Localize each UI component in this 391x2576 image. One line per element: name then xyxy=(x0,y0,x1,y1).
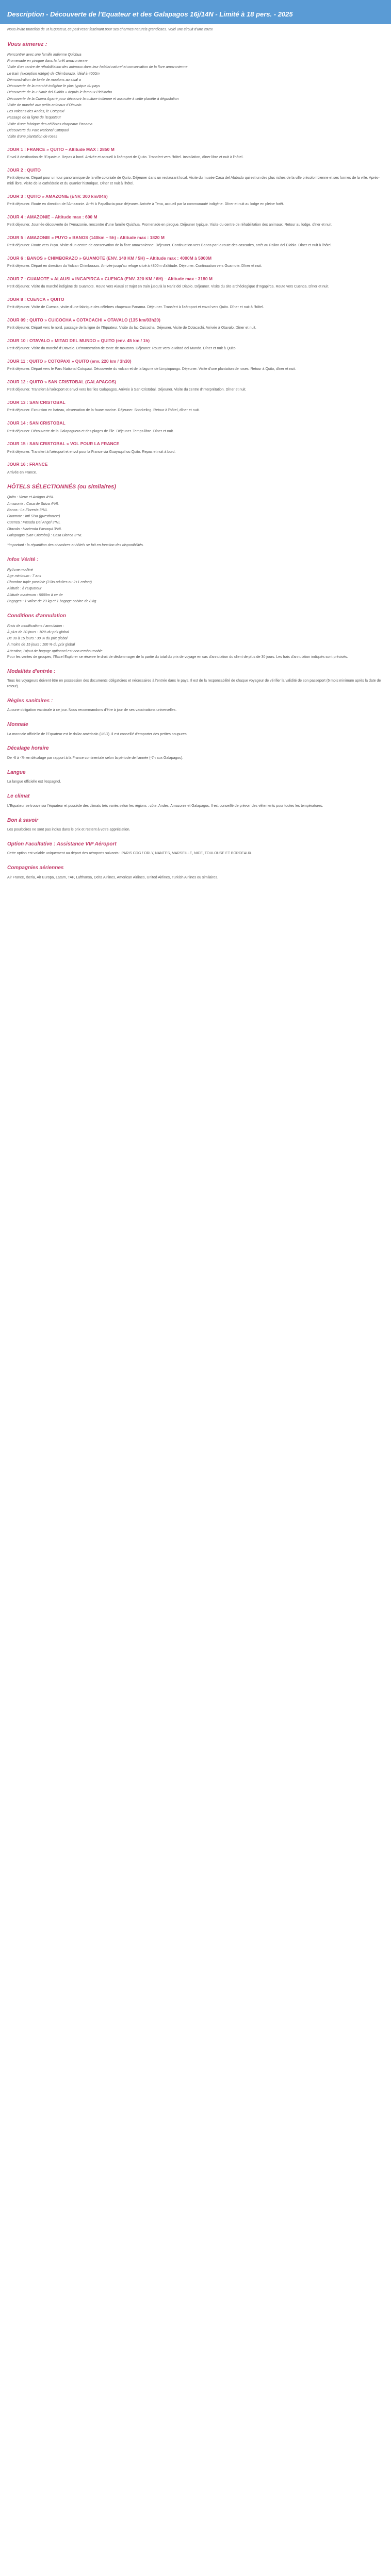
modalites-heading: Modalités d'entrée : xyxy=(7,668,56,674)
hotel-item: Otavalo : Hacienda Pinsaqui 3*NL xyxy=(7,527,62,531)
day-heading: JOUR 8 : CUENCA » QUITO xyxy=(7,297,64,302)
day-heading: JOUR 16 : FRANCE xyxy=(7,462,48,467)
day-block xyxy=(7,379,384,393)
day-heading: JOUR 10 : OTAVALO » MITAD DEL MUNDO » QUITO (env. 45 km / 1h) xyxy=(7,338,150,344)
list-item: Promenade en pirogue dans la forêt amazonienne xyxy=(7,59,88,63)
list-item: Altitude : à l'Equateur xyxy=(7,587,42,591)
day-block xyxy=(7,193,384,208)
list-item: Rythme modéré xyxy=(7,568,33,572)
list-item: Rencontrer avec une famille indienne Quichua xyxy=(7,53,82,57)
hotels-list xyxy=(7,495,384,539)
day-heading: JOUR 7 : GUAMOTE » ALAUSI » INGAPIRCA » CUENCA (ENV. 320 KM / 6H) – Altitude max : 3180 M xyxy=(7,276,213,282)
list-item: À moins de 15 jours : 100 % du prix global xyxy=(7,643,75,647)
day-block xyxy=(7,276,384,290)
day-heading: JOUR 15 : SAN CRISTOBAL » VOL POUR LA FRANCE xyxy=(7,441,120,447)
list-item: Démonstration de tonte de moutons au sisal a xyxy=(7,78,81,82)
day-text: Petit déjeuner. Route en direction de l'Amazonie. Arrêt à Papallacta pour déjeuner. Arrivée à Tena, accueil par la communauté indigène. Dîner et nuit au lodge en pleine forêt. xyxy=(7,202,284,207)
day-block xyxy=(7,440,384,455)
day-text: Petit déjeuner. Visite du marché indigène de Guamote. Route vers Alausi et trajet en train jusqu'à la Nariz del Diablo. Déjeuner. Visite du site archéologique d'Ingapirca. Route vers Cuenca. Dîner et nuit. xyxy=(7,285,330,289)
day-heading: JOUR 14 : SAN CRISTOBAL xyxy=(7,420,66,426)
conditions-list xyxy=(7,623,384,655)
list-item: Découverte du Parc National Cotopaxi xyxy=(7,128,69,132)
list-item: Altitude maximum : 5000m à ce 4e xyxy=(7,593,63,597)
day-heading: JOUR 13 : SAN CRISTOBAL xyxy=(7,400,66,405)
day-block xyxy=(7,358,384,372)
list-item: Frais de modifications / annulation : xyxy=(7,624,64,628)
list-item: Les volcans des Andes, le Cotopaxi xyxy=(7,110,64,114)
list-item: Visite d'une plantation de roses xyxy=(7,135,57,139)
document-body xyxy=(0,24,391,894)
compagnies-heading: Compagnies aériennes xyxy=(7,865,64,871)
bon-a-savoir-heading: Bon à savoir xyxy=(7,817,39,823)
day-block xyxy=(7,461,384,476)
day-heading: JOUR 09 : QUITO » CUICOCHA » COTACACHI » OTAVALO (135 km/03h20) xyxy=(7,317,160,323)
hotel-item: Amazonie : Casa de Suiza 4*NL xyxy=(7,502,59,506)
conditions-text: Pour les ventes de groupes, l'Excel Explorer se réserve le droit de dédommager de la partie du total du prix de voyage en cas d'annulation du client de plus de 30 jours. Les frais d'annulation indiqués sont précisés. xyxy=(7,655,348,659)
infos-list xyxy=(7,567,384,605)
hotel-item: Banos : La Floresta 3*NL xyxy=(7,508,48,512)
header-band xyxy=(0,0,391,24)
day-text: Petit déjeuner. Excursion en bateau, observation de la faune marine. Déjeuner. Snorkeling. Retour à l'hôtel, dîner et nuit. xyxy=(7,409,200,413)
list-item: Découverte de la marché indigène le plus typique du pays xyxy=(7,84,100,89)
day-heading: JOUR 1 : FRANCE » QUITO – Altitude MAX : 2850 M xyxy=(7,147,115,152)
langue-text: La langue officielle est l'espagnol. xyxy=(7,780,61,784)
day-block xyxy=(7,255,384,269)
monnaie-text: La monnaie officielle de l'Equateur est le dollar américain (USD). Il est conseillé d'emporter des petites coupures. xyxy=(7,732,188,736)
day-block xyxy=(7,399,384,414)
regles-text: Aucune obligation vaccinale à ce jour. Nous recommandons d'être à jour de ses vaccinations universelles. xyxy=(7,708,177,713)
list-item: Age minimum : 7 ans xyxy=(7,574,41,578)
list-item: Visite de marché aux petits animaux d'Otavalo xyxy=(7,103,82,107)
day-heading: JOUR 5 : AMAZONIE » PUYO » BANOS (140km – 5h) - Altitude max : 1820 M xyxy=(7,235,165,241)
day-text: Petit déjeuner. Visite de Cuenca, visite d'une fabrique des célèbres chapeaux Panama. Déjeuner. Transfert à l'aéroport et envol vers Quito. Dîner et nuit à l'hôtel. xyxy=(7,306,264,310)
day-text: Petit déjeuner. Départ vers le Parc National Cotopaxi. Découverte du volcan et de la lagune de Limpiopungo. Déjeuner. Visite d'une plantation de roses. Retour à Quito, dîner et nuit. xyxy=(7,367,296,371)
day-block xyxy=(7,420,384,434)
list-item: Découverte de la « Nariz del Diablo » depuis le fameux Pichincha xyxy=(7,91,112,95)
bon-a-savoir-text: Les pourboires ne sont pas inclus dans le prix et restent à votre appréciation. xyxy=(7,828,131,832)
day-text: Envol à destination de l'Equateur. Repas à bord. Arrivée et accueil à l'aéroport de Quito. Transfert vers l'hôtel. Installation, dîner libre et nuit à l'hôtel. xyxy=(7,156,243,160)
option-heading: Option Facultative : Assistance VIP Aéroport xyxy=(7,841,117,847)
day-block xyxy=(7,214,384,228)
day-block xyxy=(7,167,384,187)
day-heading: JOUR 11 : QUITO » COTOPAXI » QUITO (env. 220 km / 3h30) xyxy=(7,359,132,364)
decalage-text: De -6 à -7h en décalage par rapport à la France continentale selon la période de l'année (-7h aux Galapagos). xyxy=(7,756,184,760)
hotel-item: Galapagos (San Cristobal) : Casa Blanca 3*NL xyxy=(7,533,83,537)
hotels-heading: HÔTELS SÉLECTIONNÉS (ou similaires) xyxy=(7,484,116,490)
list-item: Découverte de la Cueva Agarré pour découvrir la culture indienne et associée à cette planète à dégustation xyxy=(7,97,179,101)
modalites-text: Tous les voyageurs doivent être en possession des documents obligatoires et nécessaires à l'entrée dans le pays. Il est de la responsabilité de chaque voyageur de vérifier la validité de son passeport (6 mois minimum après la date de retour). xyxy=(7,679,381,688)
day-heading: JOUR 2 : QUITO xyxy=(7,167,41,173)
hotel-item: Guamote : Inti Sisa (guesthouse) xyxy=(7,515,60,519)
day-text: Petit déjeuner. Départ pour un tour panoramique de la ville coloniale de Quito. Déjeuner dans un restaurant local. Visite du musée Casa del Alabado qui est un des plus riches de la ville précolombienne et ses formes de la ville. Après-midi libre. Visite de la cathédrale et du quartier historique. Dîner et nuit à l'hôtel. xyxy=(7,176,380,186)
intro-text: Nous invite toutefois de ut l'Equateur, ce petit reset fascinant pour ses charmes naturels grandioses. Voici une circuit d'une 2025! xyxy=(7,27,213,31)
hotel-item: Cuenca : Posada Del Angel 3*NL xyxy=(7,521,61,525)
conditions-heading: Conditions d'annulation xyxy=(7,613,67,619)
climat-text: L'Equateur se trouve sur l'équateur et possède des climats très variés selon les régions : côte, Andes, Amazonie et Galapagos. Il est conseillé de prévoir des vêtements pour toutes les températures. xyxy=(7,804,323,808)
hotel-item: Quito : Vieux et Antiguo 4*NL xyxy=(7,496,54,500)
page-title: Description - Découverte de l'Equateur et des Galapagos 16j/14N - Limité à 18 pers. - 2025 xyxy=(7,10,293,18)
list-item: Passage de la ligne de l'Equateur xyxy=(7,116,61,120)
day-block xyxy=(7,146,384,161)
infos-heading: Infos Vérité : xyxy=(7,557,39,563)
list-item: De 30 à 15 jours : 30 % du prix global xyxy=(7,637,68,641)
day-block xyxy=(7,337,384,352)
langue-heading: Langue xyxy=(7,769,26,775)
day-text: Petit déjeuner. Départ en direction du Volcan Chimborazo. Arrivée jusqu'au refuge situé à 4800m d'altitude. Déjeuner. Continuation vers Guamote. Dîner et nuit. xyxy=(7,264,263,268)
decalage-heading: Décalage horaire xyxy=(7,745,49,752)
day-block xyxy=(7,234,384,249)
day-text: Petit déjeuner. Route vers Puyo. Visite d'un centre de conservation de la flore amazonienne. Déjeuner. Continuation vers Banos par la route des cascades, arrêt au Pailon del Diablo. Dîner et nuit à l'hôtel. xyxy=(7,244,333,248)
day-text: Petit déjeuner. Visite du marché d'Otavalo. Démonstration de tonte de moutons. Déjeuner. Route vers la Mitad del Mundo. Dîner et nuit à Quito. xyxy=(7,347,237,351)
list-item: Bagages : 1 valise de 23 kg et 1 bagage cabine de 8 kg xyxy=(7,599,96,603)
regles-heading: Règles sanitaires : xyxy=(7,698,53,704)
list-item: Le train (exception rotège) de Chimborazo, idéal à 4000m xyxy=(7,72,100,76)
day-text: Petit déjeuner. Journée découverte de l'Amazonie, rencontre d'une famille Quichua. Promenade en pirogue. Déjeuner typique. Visite du centre de réhabilitation des animaux. Retour au lodge, dîner et nuit. xyxy=(7,223,333,227)
list-item: Attention, l'ajout de bagage optionnel est non remboursable. xyxy=(7,649,104,653)
compagnies-text: Air France, Iberia, Air Europa, Latam, TAP, Lufthansa, Delta Airlines, American Airlines, United Airlines, Turkish Airlines ou similaires. xyxy=(7,875,218,879)
day-text: Petit déjeuner. Départ vers le nord, passage de la ligne de l'Equateur. Visite du lac Cuicocha. Déjeuner. Visite de Cotacachi. Arrivée à Otavalo. Dîner et nuit. xyxy=(7,326,256,330)
day-text: Petit déjeuner. Transfert à l'aéroport et envol pour la France via Guayaquil ou Quito. Repas et nuit à bord. xyxy=(7,450,176,454)
day-heading: JOUR 6 : BANOS » CHIMBORAZO » GUAMOTE (ENV. 140 KM / 5H) – Altitude max : 4000M à 5000M xyxy=(7,256,212,261)
day-block xyxy=(7,296,384,311)
day-text: Petit déjeuner. Transfert à l'aéroport et envol vers les îles Galapagos. Arrivée à San Cristobal. Déjeuner. Visite du centre d'interprétation. Dîner et nuit. xyxy=(7,388,247,392)
day-block xyxy=(7,317,384,331)
climat-heading: Le climat xyxy=(7,793,30,800)
vous-aimerez-list xyxy=(7,52,384,141)
day-heading: JOUR 4 : AMAZONIE – Altitude max : 600 M xyxy=(7,214,97,220)
list-item: Chambre triple possible (3 lits adultes ou 2+1 enfant) xyxy=(7,581,92,585)
day-heading: JOUR 12 : QUITO » SAN CRISTOBAL (GALAPAGOS) xyxy=(7,379,116,385)
list-item: Visite d'une fabrique des célèbres chapeaux Panama xyxy=(7,122,93,126)
list-item: À plus de 30 jours : 10% du prix global xyxy=(7,630,69,634)
day-heading: JOUR 3 : QUITO » AMAZONIE (ENV. 300 km/04h) xyxy=(7,194,108,199)
monnaie-heading: Monnaie xyxy=(7,722,28,728)
list-item: Visite d'un centre de réhabilitation des animaux dans leur habitat naturel et conservation de la flore amazonienne xyxy=(7,65,188,70)
vous-aimerez-heading: Vous aimerez : xyxy=(7,41,47,47)
option-text: Cette option est valable uniquement au départ des aéroports suivants : PARIS CDG / ORLY, NANTES, MARSEILLE, NICE, TOULOUSE ET BORDEAUX. xyxy=(7,852,253,856)
itinerary xyxy=(7,146,384,476)
day-text: Petit déjeuner. Découverte de la Galapaguera et des plages de l'île. Déjeuner. Temps libre. Dîner et nuit. xyxy=(7,429,174,433)
hotels-note: *Important : la répartition des chambres et hôtels se fait en fonction des disponibilités. xyxy=(7,544,144,548)
day-text: Arrivée en France. xyxy=(7,470,37,474)
